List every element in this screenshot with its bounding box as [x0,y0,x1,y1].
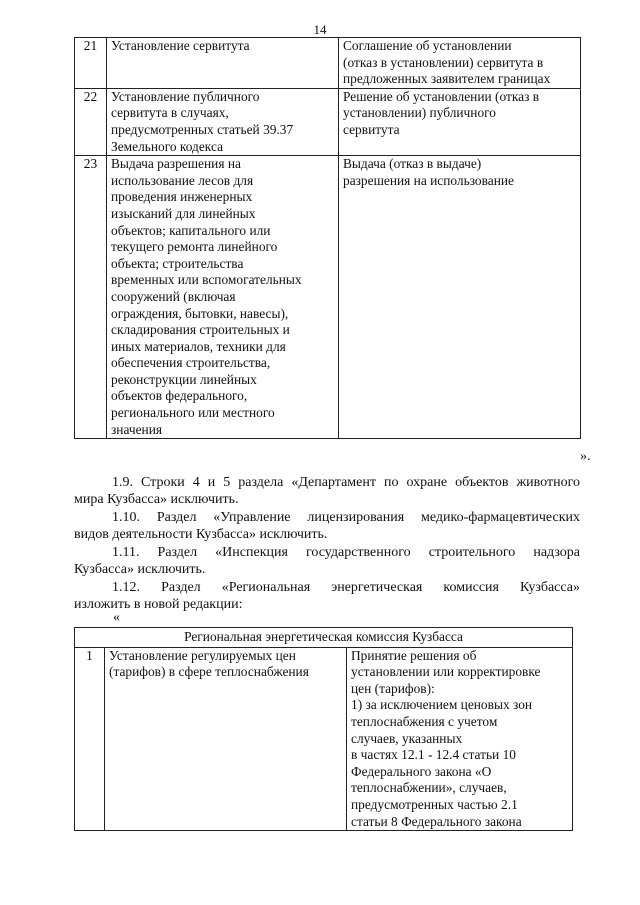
row-number: 1 [75,647,105,831]
table-row [75,38,581,89]
paragraph-1-10 [74,509,580,543]
page-number: 14 [313,22,327,37]
paragraph-line: мира Кузбасса» исключить. [74,492,239,507]
table-row [75,647,573,831]
opening-quote: « [113,610,120,625]
row-number: 23 [75,156,107,439]
paragraph-line: 1.11. Раздел «Инспекция государственного строительного надзора [112,545,580,560]
section-header: Региональная энергетическая комиссия Кузбасса [75,628,573,648]
row-number: 21 [75,38,107,89]
paragraph-1-12 [74,579,580,613]
service-result-cell: Принятие решения об установлении или корректировке цен (тарифов): 1) за исключением ценовых зон теплоснабжения с учетом случаев, указанных в частях 12.1 - 12.4 статьи 10 Федерального закона «О теплоснабжении», случаев, предусмотренных частью 2.1 статьи 8 Федерального закона [347,647,573,831]
closing-quote: ». [580,449,591,464]
service-result-cell: Соглашение об установлении (отказ в установлении) сервитута в предложенных заявителем границах [339,38,581,89]
service-result-cell: Выдача (отказ в выдаче) разрешения на использование [339,156,581,439]
table-row [75,88,581,155]
row-number: 22 [75,88,107,155]
paragraph-line: Кузбасса» исключить. [74,562,206,577]
table-header-row [75,628,573,648]
paragraph-1-9 [74,474,580,508]
service-name-cell: Выдача разрешения на использование лесов для проведения инженерных изысканий для линейных объектов; капитального или текущего ремонта линейного объекта; строительства временных или вспомогательных сооружений (включая ограждения, бытовки, навесы), складирования строительных и иных материалов, техники для обеспечения строительства, реконструкции линейных объектов федерального, регионального или местного значения [107,156,339,439]
paragraph-line: 1.12. Раздел «Региональная энергетическая комиссия Кузбасса» [112,580,580,595]
paragraph-line: 1.9. Строки 4 и 5 раздела «Департамент по охране объектов животного [112,475,580,490]
service-name-cell: Установление сервитута [107,38,339,89]
service-result-cell: Решение об установлении (отказ в установлении) публичного сервитута [339,88,581,155]
paragraph-1-11 [74,544,580,578]
table-row [75,156,581,439]
paragraph-line: 1.10. Раздел «Управление лицензирования медико-фармацевтических [112,510,580,525]
service-name-cell: Установление регулируемых цен (тарифов) в сфере теплоснабжения [105,647,347,831]
services-table-continued [74,37,581,439]
paragraph-line: изложить в новой редакции: [74,597,243,612]
energy-commission-table [74,627,573,831]
service-name-cell: Установление публичного сервитута в случаях, предусмотренных статьей 39.37 Земельного кодекса [107,88,339,155]
paragraph-line: видов деятельности Кузбасса» исключить. [74,527,328,542]
